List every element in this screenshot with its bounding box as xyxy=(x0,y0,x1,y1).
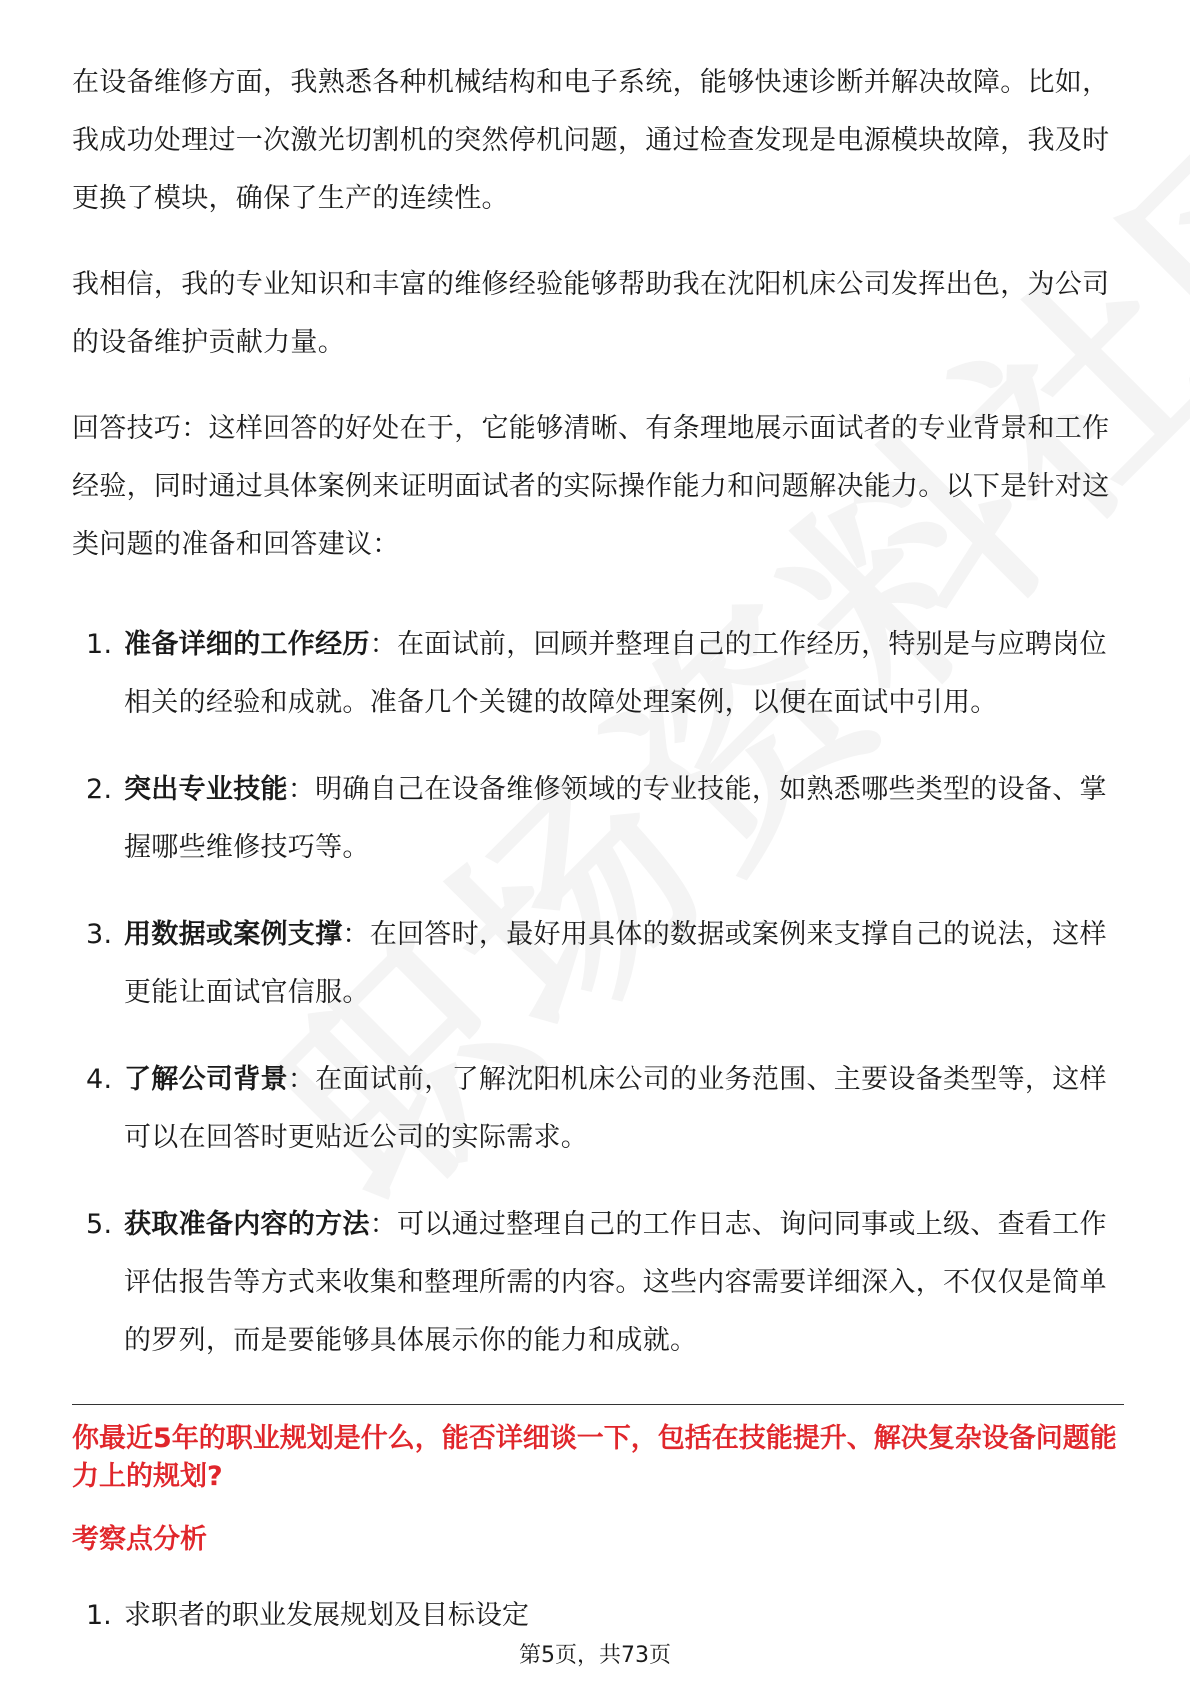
list-item xyxy=(72,1596,1124,1636)
list-number: 4. xyxy=(86,1064,113,1095)
list-item xyxy=(72,1051,1124,1167)
list-number: 2. xyxy=(86,774,113,805)
tip-text: ：在面试前，了解沈阳机床公司的业务范围、主要设备类型等，这样可以在回答时更贴近公司的实际需求。 xyxy=(124,1064,1107,1153)
tip-title: 了解公司背景 xyxy=(124,1064,288,1095)
list-number: 1. xyxy=(86,629,113,660)
interview-question: 你最近5年的职业规划是什么，能否详细谈一下，包括在技能提升、解决复杂设备问题能力上的规划? xyxy=(72,1423,1117,1492)
tip-text: ：在面试前，回顾并整理自己的工作经历，特别是与应聘岗位相关的经验和成就。准备几个关键的故障处理案例，以便在面试中引用。 xyxy=(124,629,1107,718)
list-number: 1. xyxy=(86,1600,112,1631)
analysis-text: 求职者的职业发展规划及目标设定 xyxy=(124,1600,529,1631)
page-footer: 第5页，共73页 xyxy=(519,1643,671,1668)
paragraph-confidence: 我相信，我的专业知识和丰富的维修经验能够帮助我在沈阳机床公司发挥出色，为公司的设备维护贡献力量。 xyxy=(72,269,1110,358)
list-item xyxy=(72,616,1124,732)
tip-title: 用数据或案例支撑 xyxy=(124,919,343,950)
tip-text: ：明确自己在设备维修领域的专业技能，如熟悉哪些类型的设备、掌握哪些维修技巧等。 xyxy=(124,774,1107,863)
list-item xyxy=(72,761,1124,877)
list-number: 3. xyxy=(86,919,113,950)
tip-text: ：可以通过整理自己的工作日志、询问同事或上级、查看工作评估报告等方式来收集和整理所需的内容。这些内容需要详细深入，不仅仅是简单的罗列，而是要能够具体展示你的能力和成就。 xyxy=(124,1209,1107,1356)
list-item xyxy=(72,1196,1124,1370)
document-body xyxy=(72,54,1124,1399)
list-number: 5. xyxy=(86,1209,113,1240)
tip-title: 获取准备内容的方法 xyxy=(124,1209,370,1240)
tips-list xyxy=(72,616,1124,1370)
paragraph-answer-tips: 回答技巧：这样回答的好处在于，它能够清晰、有条理地展示面试者的专业背景和工作经验，同时通过具体案例来证明面试者的实际操作能力和问题解决能力。以下是针对这类问题的准备和回答建议： xyxy=(72,413,1110,560)
section-divider xyxy=(72,1404,1124,1405)
section-title: 考察点分析 xyxy=(72,1524,207,1555)
tip-text: ：在回答时，最好用具体的数据或案例来支撑自己的说法，这样更能让面试官信服。 xyxy=(124,919,1107,1008)
paragraph-repair-experience: 在设备维修方面，我熟悉各种机械结构和电子系统，能够快速诊断并解决故障。比如，我成功处理过一次激光切割机的突然停机问题，通过检查发现是电源模块故障，我及时更换了模块，确保了生产的连续性。 xyxy=(72,67,1110,214)
tip-title: 准备详细的工作经历 xyxy=(124,629,370,660)
tip-title: 突出专业技能 xyxy=(124,774,288,805)
list-item xyxy=(72,906,1124,1022)
